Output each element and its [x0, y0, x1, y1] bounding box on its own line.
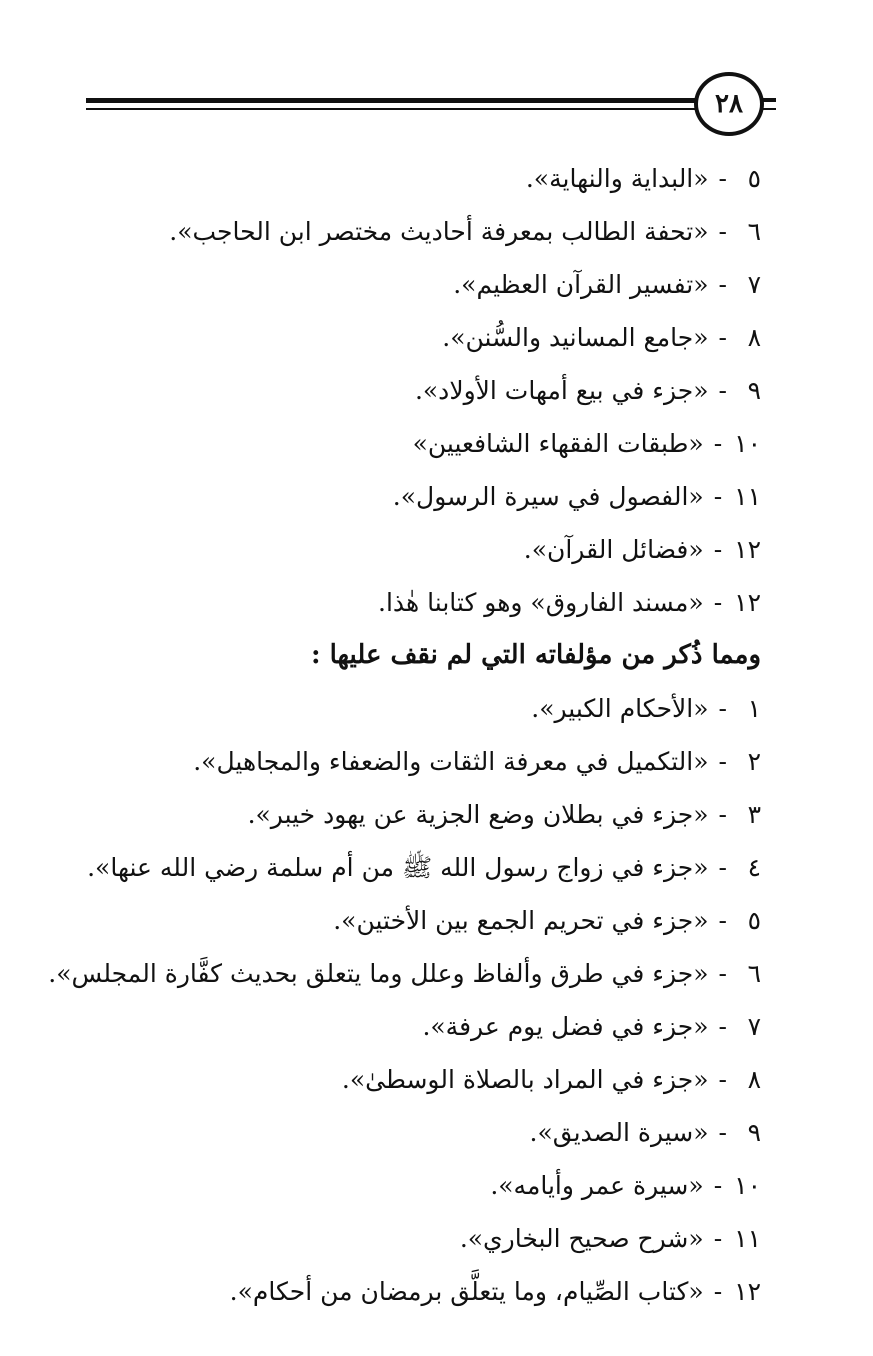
item-dash: -: [713, 429, 723, 458]
item-dash: -: [718, 164, 727, 193]
item-title: «كتاب الصِّيام، وما يتعلَّق برمضان من أحكام».: [229, 1277, 704, 1306]
page-number-medallion: [694, 72, 764, 136]
item-title: «جزء في المراد بالصلاة الوسطىٰ».: [341, 1065, 709, 1094]
item-dash: -: [718, 694, 727, 723]
item-dash: -: [718, 853, 727, 882]
item-number: ١١: [734, 1224, 761, 1253]
item-title: «فضائل القرآن».: [523, 535, 704, 564]
item-title: «جزء في زواج رسول الله ﷺ من أم سلمة رضي الله عنها».: [87, 853, 709, 882]
item-title: «البداية والنهاية».: [525, 164, 709, 193]
list-item: [61, 1159, 761, 1212]
item-dash: -: [718, 270, 727, 299]
list-item: [61, 205, 761, 258]
item-number: ٤: [747, 853, 761, 882]
item-title: «تحفة الطالب بمعرفة أحاديث مختصر ابن الحاجب».: [169, 217, 709, 246]
item-title: «سيرة الصديق».: [529, 1118, 709, 1147]
list-item: [61, 258, 761, 311]
header-rule: [86, 97, 776, 113]
list-item: [61, 152, 761, 205]
item-title: «شرح صحيح البخاري».: [459, 1224, 704, 1253]
item-number: ٦: [747, 959, 761, 988]
item-title: «جزء في طرق وألفاظ وعلل وما يتعلق بحديث كفَّارة المجلس».: [48, 959, 709, 988]
item-title: «مسند الفاروق» وهو كتابنا هٰذا.: [378, 588, 704, 617]
item-number: ١٠: [734, 1171, 761, 1200]
list-item: [61, 682, 761, 735]
list-item: [48, 947, 761, 1000]
item-title: «التكميل في معرفة الثقات والضعفاء والمجاهيل».: [193, 747, 709, 776]
item-title: «تفسير القرآن العظيم».: [453, 270, 709, 299]
item-dash: -: [713, 535, 723, 564]
item-number: ٧: [747, 270, 761, 299]
list-item: [61, 841, 761, 894]
item-title: «سيرة عمر وأيامه».: [490, 1171, 704, 1200]
item-number: ٧: [747, 1012, 761, 1041]
item-title: «الفصول في سيرة الرسول».: [392, 482, 704, 511]
item-dash: -: [713, 588, 723, 617]
item-dash: -: [718, 217, 727, 246]
item-number: ١٢: [734, 588, 761, 617]
list-item: [61, 417, 761, 470]
item-dash: -: [713, 482, 723, 511]
list-item: [61, 523, 761, 576]
item-title: «الأحكام الكبير».: [531, 694, 709, 723]
item-number: ١٠: [734, 429, 761, 458]
list-item: [61, 1053, 761, 1106]
item-dash: -: [718, 959, 727, 988]
item-dash: -: [718, 800, 727, 829]
item-number: ٣: [747, 800, 761, 829]
item-dash: -: [718, 1012, 727, 1041]
item-dash: -: [718, 1065, 727, 1094]
item-dash: -: [718, 906, 727, 935]
list-item: [61, 1265, 761, 1318]
item-number: ١١: [734, 482, 761, 511]
item-title: «جزء في تحريم الجمع بين الأختين».: [333, 906, 709, 935]
item-title: «جزء في فضل يوم عرفة».: [422, 1012, 709, 1041]
item-number: ٩: [747, 376, 761, 405]
page-number: ٢٨: [715, 89, 743, 119]
list-item: [61, 576, 761, 629]
list-item: [61, 470, 761, 523]
item-number: ٢: [747, 747, 761, 776]
list-item: [61, 735, 761, 788]
item-dash: -: [718, 376, 727, 405]
item-title: «جامع المسانيد والسُّنن».: [442, 323, 709, 352]
item-title: «طبقات الفقهاء الشافعيين»: [412, 429, 704, 458]
list-item: [61, 364, 761, 417]
item-number: ٨: [747, 1065, 761, 1094]
item-number: ٨: [747, 323, 761, 352]
item-dash: -: [718, 747, 727, 776]
item-dash: -: [718, 1118, 727, 1147]
list-item: [61, 1106, 761, 1159]
list-item: [61, 788, 761, 841]
item-dash: -: [713, 1224, 723, 1253]
list-item: [61, 1000, 761, 1053]
item-number: ١٢: [734, 1277, 761, 1306]
item-number: ٥: [747, 906, 761, 935]
header-rule-thin-line: [86, 108, 696, 110]
item-number: ١٢: [734, 535, 761, 564]
item-dash: -: [718, 323, 727, 352]
section-heading: ومما ذُكر من مؤلفاته التي لم نقف عليها :: [310, 640, 761, 670]
item-number: ٦: [747, 217, 761, 246]
list-item: [61, 311, 761, 364]
item-dash: -: [713, 1171, 723, 1200]
item-title: «جزء في بيع أمهات الأولاد».: [414, 376, 709, 405]
item-number: ١: [747, 694, 761, 723]
item-number: ٩: [747, 1118, 761, 1147]
item-dash: -: [713, 1277, 723, 1306]
header-rule-thick-line: [86, 98, 696, 103]
list-item: [61, 1212, 761, 1265]
item-title: «جزء في بطلان وضع الجزية عن يهود خيبر».: [247, 800, 709, 829]
list-item: [61, 894, 761, 947]
item-number: ٥: [747, 164, 761, 193]
book-list: [48, 152, 761, 1318]
